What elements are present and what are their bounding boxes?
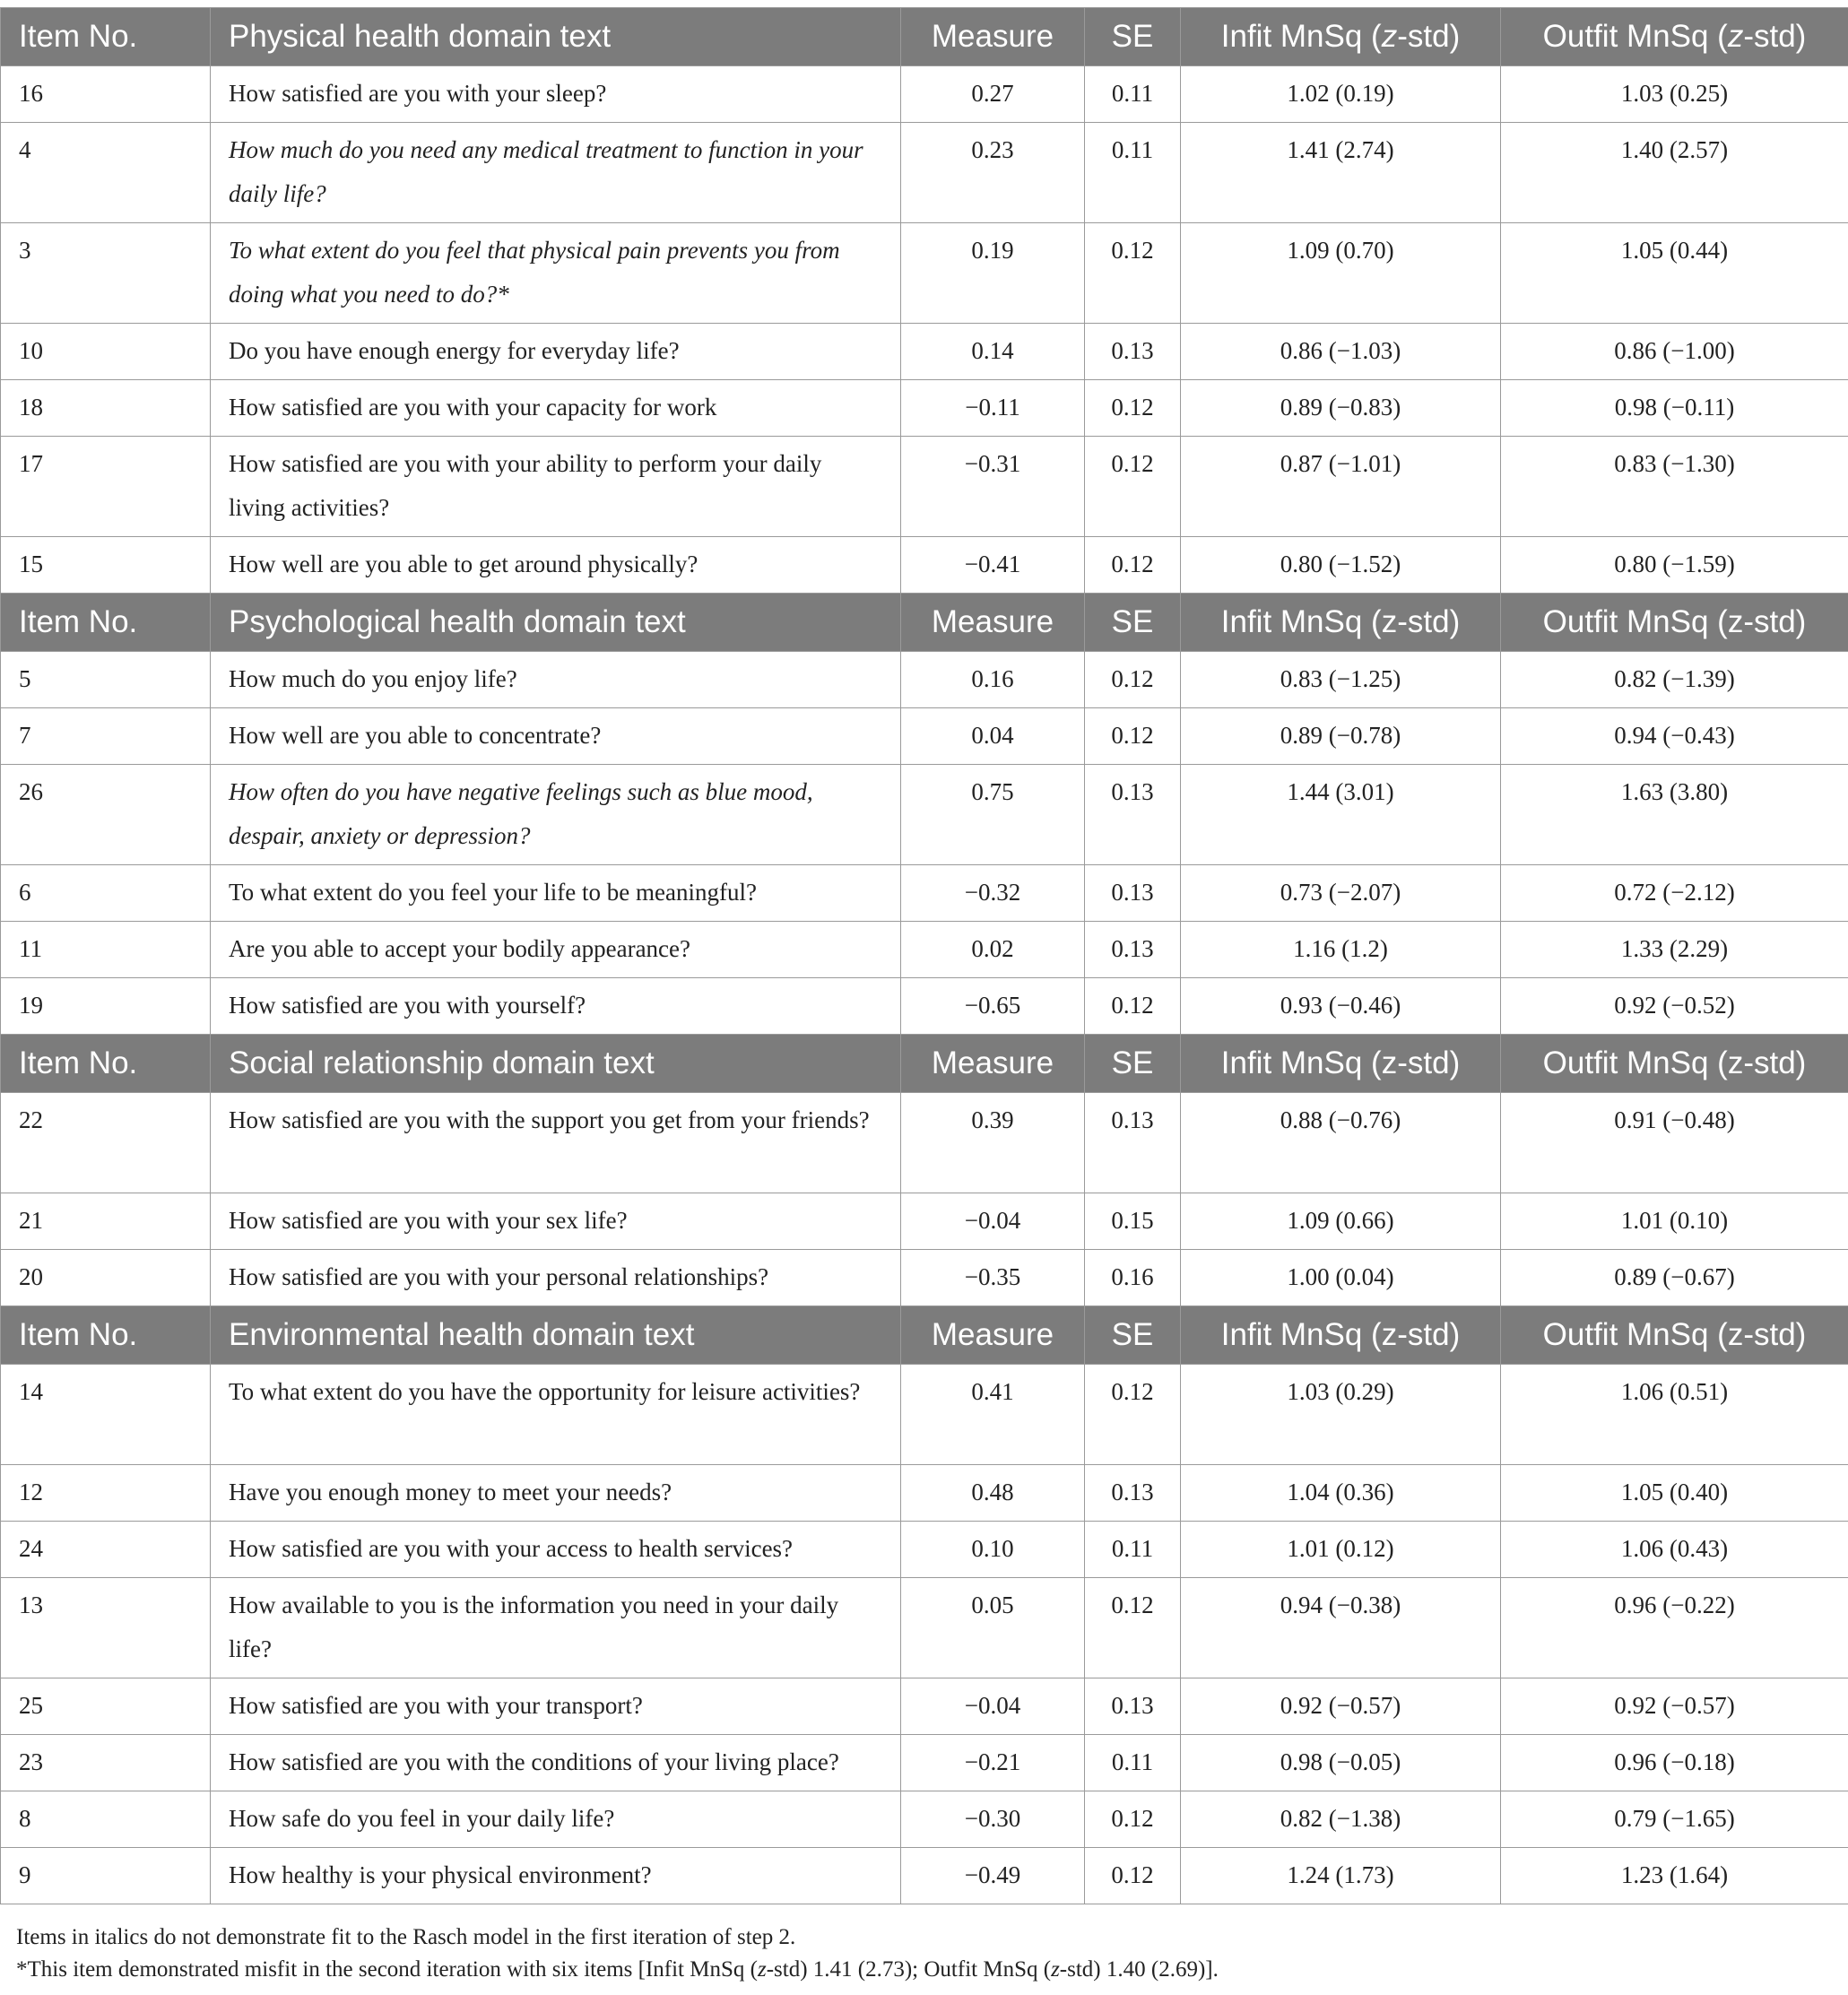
header-outfit-suffix: -std) [1743,604,1807,639]
item-text: How well are you able to concentrate? [211,708,901,765]
item-text: How satisfied are you with your sleep? [211,66,901,123]
header-se: SE [1085,1306,1181,1365]
table-row [1,66,1848,123]
infit-value: 0.73 (−2.07) [1181,865,1501,922]
item-text: To what extent do you have the opportunity for leisure activities? [211,1365,901,1465]
item-number: 17 [1,437,211,537]
header-domain-text: Psychological health domain text [211,594,901,652]
measure-value: −0.21 [901,1735,1085,1791]
se-value: 0.11 [1085,1522,1181,1578]
header-outfit-suffix: -std) [1743,1045,1807,1080]
header-infit-z: z [1381,19,1398,54]
infit-value: 0.89 (−0.83) [1181,380,1501,437]
header-measure: Measure [901,8,1085,66]
table-row [1,324,1848,380]
header-outfit-label: Outfit MnSq ( [1542,1317,1728,1352]
infit-value: 1.00 (0.04) [1181,1250,1501,1306]
footnote-asterisk-part1: *This item demonstrated misfit in the second iteration with six items [Infit MnSq ( [16,1957,758,1982]
table-row [1,922,1848,978]
outfit-value: 0.82 (−1.39) [1501,652,1848,708]
header-item-no: Item No. [1,1306,211,1365]
outfit-value: 0.91 (−0.48) [1501,1093,1848,1193]
header-outfit-mnsq [1501,1306,1848,1365]
table-row [1,1848,1848,1904]
item-text: How satisfied are you with your access to health services? [211,1522,901,1578]
infit-value: 0.88 (−0.76) [1181,1093,1501,1193]
outfit-value: 0.96 (−0.18) [1501,1735,1848,1791]
header-infit-suffix: -std) [1397,604,1461,639]
item-number: 18 [1,380,211,437]
table-row [1,865,1848,922]
item-text: Are you able to accept your bodily appearance? [211,922,901,978]
header-infit-z: z [1381,1045,1398,1080]
measure-value: −0.65 [901,978,1085,1035]
item-text: Do you have enough energy for everyday life? [211,324,901,380]
outfit-value: 1.01 (0.10) [1501,1193,1848,1250]
item-number: 13 [1,1578,211,1678]
header-outfit-label: Outfit MnSq ( [1542,19,1728,54]
header-infit-mnsq [1181,1035,1501,1093]
item-number: 4 [1,123,211,223]
header-outfit-z: z [1727,604,1744,639]
item-text: How satisfied are you with your ability to perform your daily living activities? [211,437,901,537]
item-text: How available to you is the information you need in your daily life? [211,1578,901,1678]
item-text: How satisfied are you with your sex life? [211,1193,901,1250]
header-infit-suffix: -std) [1397,1045,1461,1080]
header-infit-z: z [1381,1317,1398,1352]
infit-value: 0.92 (−0.57) [1181,1678,1501,1735]
item-number: 10 [1,324,211,380]
outfit-value: 0.96 (−0.22) [1501,1578,1848,1678]
se-value: 0.12 [1085,978,1181,1035]
se-value: 0.12 [1085,708,1181,765]
measure-value: 0.39 [901,1093,1085,1193]
item-number: 14 [1,1365,211,1465]
item-text: How healthy is your physical environment? [211,1848,901,1904]
header-infit-label: Infit MnSq ( [1220,1317,1382,1352]
measure-value: 0.04 [901,708,1085,765]
header-domain-text: Physical health domain text [211,8,901,66]
outfit-value: 1.03 (0.25) [1501,66,1848,123]
item-number: 21 [1,1193,211,1250]
item-text: To what extent do you feel that physical pain prevents you from doing what you need to do?* [211,223,901,324]
table-row [1,1365,1848,1465]
se-value: 0.12 [1085,1848,1181,1904]
se-value: 0.12 [1085,437,1181,537]
outfit-value: 0.92 (−0.52) [1501,978,1848,1035]
table-row [1,765,1848,865]
table-row [1,1578,1848,1678]
infit-value: 0.98 (−0.05) [1181,1735,1501,1791]
outfit-value: 0.72 (−2.12) [1501,865,1848,922]
outfit-value: 1.05 (0.40) [1501,1465,1848,1522]
header-domain-text: Social relationship domain text [211,1035,901,1093]
measure-value: 0.14 [901,324,1085,380]
infit-value: 0.86 (−1.03) [1181,324,1501,380]
infit-value: 1.03 (0.29) [1181,1365,1501,1465]
infit-value: 0.82 (−1.38) [1181,1791,1501,1848]
table-body [1,8,1848,1904]
infit-value: 0.94 (−0.38) [1181,1578,1501,1678]
header-infit-label: Infit MnSq ( [1220,19,1382,54]
infit-value: 1.44 (3.01) [1181,765,1501,865]
item-number: 3 [1,223,211,324]
table-row [1,1522,1848,1578]
outfit-value: 0.80 (−1.59) [1501,537,1848,594]
item-text: How well are you able to get around physically? [211,537,901,594]
measure-value: 0.05 [901,1578,1085,1678]
infit-value: 1.24 (1.73) [1181,1848,1501,1904]
infit-value: 0.93 (−0.46) [1181,978,1501,1035]
header-infit-suffix: -std) [1397,1317,1461,1352]
table-row [1,978,1848,1035]
table-row [1,437,1848,537]
item-number: 15 [1,537,211,594]
header-item-no: Item No. [1,594,211,652]
measure-value: 0.41 [901,1365,1085,1465]
section-header-row [1,8,1848,66]
outfit-value: 1.33 (2.29) [1501,922,1848,978]
measure-value: 0.23 [901,123,1085,223]
header-infit-z: z [1381,604,1398,639]
measure-value: 0.02 [901,922,1085,978]
header-infit-mnsq [1181,594,1501,652]
item-number: 23 [1,1735,211,1791]
outfit-value: 1.23 (1.64) [1501,1848,1848,1904]
table-row [1,380,1848,437]
se-value: 0.12 [1085,380,1181,437]
header-infit-label: Infit MnSq ( [1220,604,1382,639]
header-infit-mnsq [1181,1306,1501,1365]
se-value: 0.11 [1085,66,1181,123]
item-number: 24 [1,1522,211,1578]
measure-value: −0.35 [901,1250,1085,1306]
rasch-fit-table-container [0,7,1848,1904]
item-text: How satisfied are you with the support you get from your friends? [211,1093,901,1193]
infit-value: 1.01 (0.12) [1181,1522,1501,1578]
header-infit-suffix: -std) [1397,19,1461,54]
infit-value: 1.09 (0.66) [1181,1193,1501,1250]
header-measure: Measure [901,594,1085,652]
outfit-value: 0.83 (−1.30) [1501,437,1848,537]
item-number: 5 [1,652,211,708]
header-item-no: Item No. [1,1035,211,1093]
item-number: 11 [1,922,211,978]
item-number: 25 [1,1678,211,1735]
section-header-row [1,1035,1848,1093]
measure-value: 0.48 [901,1465,1085,1522]
header-outfit-mnsq [1501,594,1848,652]
header-outfit-z: z [1727,19,1744,54]
table-row [1,652,1848,708]
se-value: 0.15 [1085,1193,1181,1250]
header-outfit-suffix: -std) [1743,19,1807,54]
header-outfit-mnsq [1501,1035,1848,1093]
item-text: How satisfied are you with yourself? [211,978,901,1035]
infit-value: 1.41 (2.74) [1181,123,1501,223]
measure-value: −0.04 [901,1678,1085,1735]
infit-value: 1.02 (0.19) [1181,66,1501,123]
footnote-asterisk [16,1954,1848,1986]
item-text: To what extent do you feel your life to be meaningful? [211,865,901,922]
header-se: SE [1085,8,1181,66]
outfit-value: 0.86 (−1.00) [1501,324,1848,380]
infit-value: 0.87 (−1.01) [1181,437,1501,537]
table-row [1,1250,1848,1306]
se-value: 0.12 [1085,1578,1181,1678]
outfit-value: 0.79 (−1.65) [1501,1791,1848,1848]
table-footnotes [0,1921,1848,1986]
header-infit-mnsq [1181,8,1501,66]
se-value: 0.16 [1085,1250,1181,1306]
outfit-value: 1.40 (2.57) [1501,123,1848,223]
outfit-value: 0.92 (−0.57) [1501,1678,1848,1735]
measure-value: 0.16 [901,652,1085,708]
item-number: 6 [1,865,211,922]
infit-value: 1.04 (0.36) [1181,1465,1501,1522]
se-value: 0.12 [1085,652,1181,708]
table-row [1,223,1848,324]
measure-value: 0.19 [901,223,1085,324]
se-value: 0.13 [1085,1678,1181,1735]
outfit-value: 0.94 (−0.43) [1501,708,1848,765]
measure-value: −0.32 [901,865,1085,922]
footnote-asterisk-z2: z [1051,1957,1060,1982]
header-outfit-suffix: -std) [1743,1317,1807,1352]
table-row [1,1791,1848,1848]
item-number: 19 [1,978,211,1035]
table-row [1,1465,1848,1522]
header-infit-label: Infit MnSq ( [1220,1045,1382,1080]
outfit-value: 0.89 (−0.67) [1501,1250,1848,1306]
table-row [1,1678,1848,1735]
outfit-value: 1.63 (3.80) [1501,765,1848,865]
measure-value: −0.31 [901,437,1085,537]
item-number: 26 [1,765,211,865]
header-domain-text: Environmental health domain text [211,1306,901,1365]
measure-value: 0.27 [901,66,1085,123]
header-outfit-label: Outfit MnSq ( [1542,1045,1728,1080]
item-text: How much do you enjoy life? [211,652,901,708]
measure-value: −0.11 [901,380,1085,437]
header-outfit-z: z [1727,1317,1744,1352]
se-value: 0.13 [1085,1465,1181,1522]
item-text: How satisfied are you with your personal relationships? [211,1250,901,1306]
measure-value: −0.30 [901,1791,1085,1848]
header-outfit-mnsq [1501,8,1848,66]
footnote-asterisk-part2: -std) 1.41 (2.73); Outfit MnSq ( [766,1957,1052,1982]
item-number: 7 [1,708,211,765]
outfit-value: 1.06 (0.43) [1501,1522,1848,1578]
se-value: 0.13 [1085,1093,1181,1193]
table-row [1,1193,1848,1250]
item-number: 8 [1,1791,211,1848]
rasch-fit-table [0,7,1848,1904]
infit-value: 1.09 (0.70) [1181,223,1501,324]
item-number: 12 [1,1465,211,1522]
table-row [1,1093,1848,1193]
item-text: How much do you need any medical treatment to function in your daily life? [211,123,901,223]
measure-value: 0.10 [901,1522,1085,1578]
item-number: 16 [1,66,211,123]
footnote-italics-text: Items in italics do not demonstrate fit to the Rasch model in the first iteration of step 2. [16,1925,796,1949]
header-measure: Measure [901,1035,1085,1093]
item-text: How satisfied are you with the conditions of your living place? [211,1735,901,1791]
section-header-row [1,1306,1848,1365]
table-row [1,708,1848,765]
outfit-value: 0.98 (−0.11) [1501,380,1848,437]
footnote-italics [16,1921,1848,1954]
footnote-asterisk-z1: z [757,1957,767,1982]
measure-value: −0.41 [901,537,1085,594]
header-outfit-z: z [1727,1045,1744,1080]
item-text: How satisfied are you with your transport? [211,1678,901,1735]
se-value: 0.11 [1085,123,1181,223]
se-value: 0.11 [1085,1735,1181,1791]
table-row [1,123,1848,223]
header-measure: Measure [901,1306,1085,1365]
header-item-no: Item No. [1,8,211,66]
infit-value: 0.89 (−0.78) [1181,708,1501,765]
outfit-value: 1.06 (0.51) [1501,1365,1848,1465]
se-value: 0.13 [1085,865,1181,922]
infit-value: 1.16 (1.2) [1181,922,1501,978]
se-value: 0.12 [1085,1365,1181,1465]
header-outfit-label: Outfit MnSq ( [1542,604,1728,639]
se-value: 0.12 [1085,537,1181,594]
item-text: How satisfied are you with your capacity for work [211,380,901,437]
infit-value: 0.83 (−1.25) [1181,652,1501,708]
measure-value: −0.04 [901,1193,1085,1250]
measure-value: −0.49 [901,1848,1085,1904]
item-text: How safe do you feel in your daily life? [211,1791,901,1848]
header-se: SE [1085,1035,1181,1093]
se-value: 0.12 [1085,223,1181,324]
item-number: 20 [1,1250,211,1306]
table-row [1,537,1848,594]
section-header-row [1,594,1848,652]
se-value: 0.12 [1085,1791,1181,1848]
se-value: 0.13 [1085,765,1181,865]
table-row [1,1735,1848,1791]
item-text: Have you enough money to meet your needs? [211,1465,901,1522]
infit-value: 0.80 (−1.52) [1181,537,1501,594]
item-text: How often do you have negative feelings such as blue mood, despair, anxiety or depression? [211,765,901,865]
measure-value: 0.75 [901,765,1085,865]
se-value: 0.13 [1085,922,1181,978]
footnote-asterisk-part3: -std) 1.40 (2.69)]. [1059,1957,1219,1982]
se-value: 0.13 [1085,324,1181,380]
outfit-value: 1.05 (0.44) [1501,223,1848,324]
header-se: SE [1085,594,1181,652]
item-number: 22 [1,1093,211,1193]
item-number: 9 [1,1848,211,1904]
